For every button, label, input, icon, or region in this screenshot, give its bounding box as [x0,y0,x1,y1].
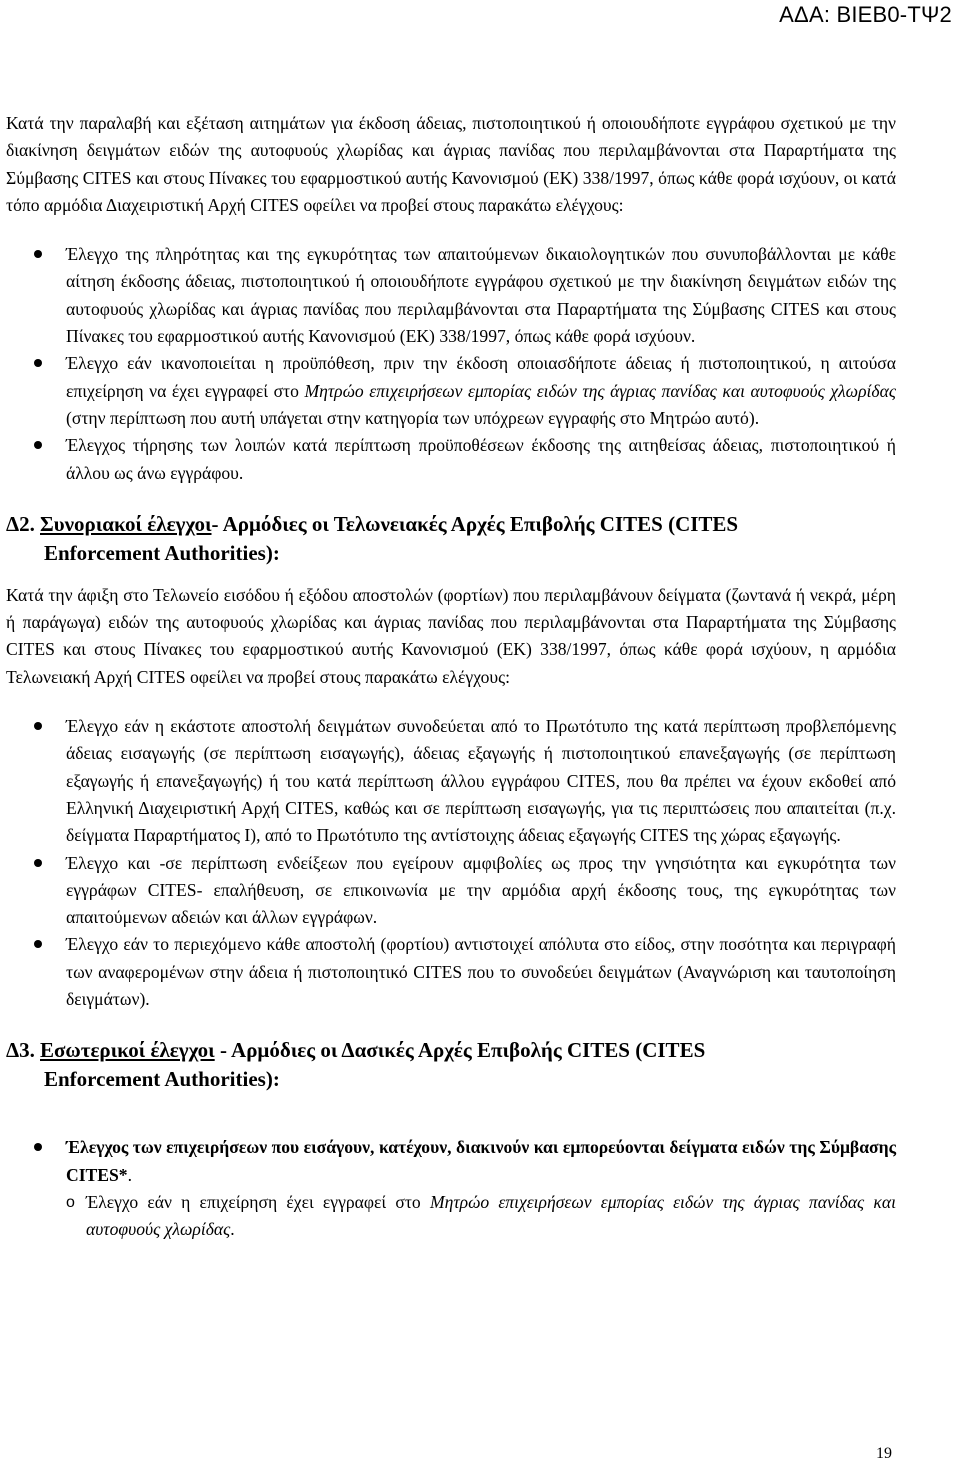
page-number: 19 [876,1445,892,1462]
section-title-underlined: Εσωτερικοί έλεγχοι [40,1038,215,1063]
document-body [6,110,896,1244]
sub-list [66,1189,896,1244]
registry-name-italic: Μητρώο επιχειρήσεων εμπορίας ειδών της άγριας πανίδας και αυτοφυούς χλωρίδας [304,380,896,401]
section-title-line2: Enforcement Authorities): [44,540,280,565]
list-item: Έλεγχο εάν η εκάστοτε αποστολή δειγμάτων συνοδεύεται από το Πρωτότυπο της κατά περίπτωση προβλεπόμενης άδειας εισαγωγής (σε περίπτωση εισαγωγής), άδειας εξαγωγής ή πιστοποιητικού επανεξαγωγής (σε περίπτωση εξαγωγής ή επανεξαγωγής) ή του κατά περίπτωση άλλου εγγράφου CITES, που θα πρέπει να έχουν εκδοθεί από Ελληνική Διαχειριστική Αρχή CITES, καθώς και σε περίπτωση εισαγωγής, για τις περιπτώσεις που απαιτείται (π.χ. δείγματα Παραρτήματος Ι), από το Πρωτότυπο της αντίστοιχης άδειας εξαγωγής CITES της χώρας εξαγωγής. [6,713,896,849]
intro-paragraph: Κατά την παραλαβή και εξέταση αιτημάτων για έκδοση άδειας, πιστοποιητικού ή οποιουδήποτε εγγράφου σχετικού με την διακίνηση δειγμάτων ειδών της αυτοφυούς χλωρίδας και άγριας πανίδας που περιλαμβάνονται στα Παραρτήματα της Σύμβασης CITES και στους Πίνακες του εφαρμοστικού αυτής Κανονισμού (ΕΚ) 338/1997, όπως κάθε φορά ισχύουν, οι κατά τόπο αρμόδια Διαχειριστική Αρχή CITES οφείλει να προβεί στους παρακάτω ελέγχους: [6,113,896,215]
section-number: Δ3. [6,1038,35,1063]
list-item: Έλεγχο και -σε περίπτωση ενδείξεων που εγείρουν αμφιβολίες ως προς την γνησιότητα και εγκυρότητα των εγγράφων CITES- επαλήθευση, σε επικοινωνία με την αρμόδια αρχή έκδοσης τους, της εγκυρότητας των απαιτούμενων αδειών και άλλων εγγράφων. [6,850,896,932]
registry-name-italic: Μητρώο επιχειρήσεων εμπορίας ειδών της άγριας πανίδας και αυτοφυούς χλωρίδας [86,1191,896,1240]
checks-list-management-authority [6,241,896,487]
checks-list-forestry [6,1134,896,1243]
document-code-header: ΑΔΑ: ΒΙΕΒ0-ΤΨ2 [779,2,952,27]
section-title-rest: - Αρμόδιες οι Δασικές Αρχές Επιβολής CITES (CITES [214,1038,706,1063]
sub-item-text: Έλεγχο εάν η επιχείρηση έχει εγγραφεί στο [86,1191,430,1212]
list-item-text: (στην περίπτωση που αυτή υπάγεται στην κατηγορία των υπόχρεων εγγραφής στο Μητρώο αυτό). [66,407,760,428]
sub-list-item [66,1189,896,1244]
section-heading-d3 [6,1036,896,1094]
list-item-text: Έλεγχο εάν ικανοποιείται η προϋπόθεση, πριν την έκδοση οποιασδήποτε άδειας ή πιστοποιητικού, η αιτούσα επιχείρηση να έχει εγγραφεί στο [66,353,896,401]
list-item: Έλεγχος τήρησης των λοιπών κατά περίπτωση προϋποθέσεων έκδοσης της αιτηθείσας άδειας, πιστοποιητικού ή άλλου ως άνω εγγράφου. [6,432,896,487]
bold-check-text: Έλεγχος των επιχειρήσεων που εισάγουν, κατέχουν, διακινούν και εμπορεύονται δείγματα ειδών της Σύμβασης CITES* [66,1137,896,1185]
list-item [6,1134,896,1243]
list-item: Έλεγχο εάν το περιεχόμενο κάθε αποστολή (φορτίου) αντιστοιχεί απόλυτα στο είδος, στην ποσότητα και περιγραφή των αναφερομένων στην άδεια ή πιστοποιητικό CITES που το συνοδεύει δειγμάτων (Αναγνώριση και ταυτοποίηση δειγμάτων). [6,931,896,1013]
checks-list-customs [6,713,896,1013]
section-title-line2: Enforcement Authorities): [44,1067,280,1092]
bold-check-end: . [127,1164,133,1185]
section-title-underlined: Συνοριακοί έλεγχοι [40,511,212,536]
list-item: Έλεγχο της πληρότητας και της εγκυρότητας των απαιτούμενων δικαιολογητικών που συνυποβάλλονται με κάθε αίτηση έκδοσης άδειας, πιστοποιητικού ή οποιουδήποτε εγγράφου σχετικού με την διακίνηση δειγμάτων ειδών της αυτοφυούς χλωρίδας και άγριας πανίδας που περιλαμβάνονται στα Παραρτήματα της Σύμβασης CITES και στους Πίνακες του εφαρμοστικού αυτής Κανονισμού (ΕΚ) 338/1997, όπως κάθε φορά ισχύουν. [6,241,896,350]
section-number: Δ2. [6,511,35,536]
section-title-rest: - Αρμόδιες οι Τελωνειακές Αρχές Επιβολής CITES (CITES [211,511,739,536]
section2-paragraph: Κατά την άφιξη στο Τελωνείο εισόδου ή εξόδου αποστολών (φορτίων) που περιλαμβάνουν δείγματα (ζωντανά ή νεκρά, μέρη ή παράγωγα) ειδών της αυτοφυούς χλωρίδας και άγριας πανίδας που περιλαμβάνονται στα Παραρτήματα της Σύμβασης CITES και στους Πίνακες του εφαρμοστικού αυτής Κανονισμού (ΕΚ) 338/1997, όπως κάθε φορά ισχύουν, η αρμόδια Τελωνειακή Αρχή CITES οφείλει να προβεί στους παρακάτω ελέγχους: [6,584,896,687]
list-item [6,350,896,432]
section-heading-d2 [6,510,896,568]
sub-item-end: . [230,1219,235,1240]
